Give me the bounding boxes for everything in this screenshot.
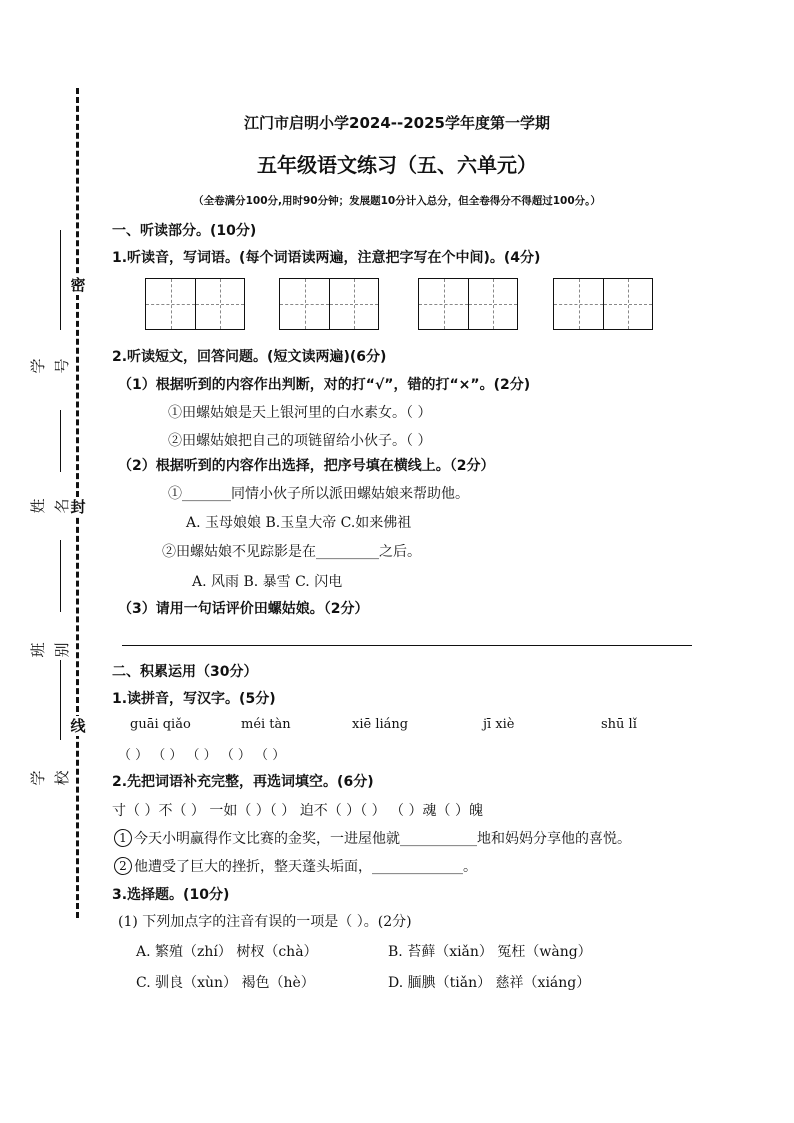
class-field[interactable] [29,540,71,660]
exam-title: 五年级语文练习（五、六单元） [257,153,537,177]
student-name-field[interactable] [29,410,71,520]
choice-item-1-options: A. 玉母娘娘 B.玉皇大帝 C.如来佛祖 [186,515,412,531]
student-number-label: 学号 [29,358,71,374]
writing-grid-3[interactable] [418,278,518,330]
part2-heading: 二、积累运用（30分） [112,664,258,680]
part2-q3: 3.选择题。(10分) [112,887,230,903]
school-line [60,660,61,740]
idiom-blanks[interactable]: 寸（ ）不（ ） 一如（ ）（ ） 迫不（ ）（ ） （ ）魂（ ）魄 [112,803,483,819]
school-field[interactable] [29,660,71,790]
fill-sentence-2[interactable] [114,856,477,876]
fill-sentence-1[interactable] [114,828,631,848]
option-b[interactable]: B. 苔藓（xiǎn） 冤枉（wàng） [388,944,592,960]
option-a[interactable]: A. 繁殖（zhí） 树杈（chà） [136,944,318,960]
part1-q2-2: （2）根据听到的内容作出选择，把序号填在横线上。（2分） [118,458,495,474]
pinyin-3: xiē liáng [352,717,409,732]
part1-q2: 2.听读短文，回答问题。(短文读两遍)(6分) [112,349,387,365]
pinyin-answer-brackets[interactable]: （ ） （ ） （ ） （ ） （ ） [118,748,286,763]
grid-cell[interactable] [280,279,329,329]
grid-cell[interactable] [195,279,244,329]
class-label: 班别 [29,642,71,658]
writing-grid-2[interactable] [279,278,379,330]
choice-item-2[interactable]: ②田螺姑娘不见踪影是在_________之后。 [162,544,421,560]
student-number-field[interactable] [29,230,71,390]
student-name-line [60,410,61,472]
class-line [60,540,61,612]
seal-char-xian: 线 [68,716,88,736]
pinyin-4: jī xiè [483,717,515,732]
circled-number-1: 1 [114,829,132,847]
writing-grid-4[interactable] [553,278,653,330]
grid-cell[interactable] [603,279,652,329]
writing-grid-1[interactable] [145,278,245,330]
grid-cell[interactable] [419,279,468,329]
exam-note: （全卷满分100分,用时90分钟；发展题10分计入总分，但全卷得分不得超过100分。） [193,195,601,207]
pinyin-1: guāi qiǎo [130,717,191,732]
grid-cell[interactable] [468,279,517,329]
pinyin-5: shū lǐ [601,717,637,732]
part2-q2: 2.先把词语补充完整，再选词填空。(6分) [112,774,374,790]
choice-item-1[interactable]: ①_______同情小伙子所以派田螺姑娘来帮助他。 [168,486,469,502]
student-number-line [60,230,61,330]
part1-q1: 1.听读音，写词语。(每个词语读两遍，注意把字写在个中间)。(4分) [112,250,541,266]
seal-char-mi: 密 [68,275,88,295]
part1-q2-1: （1）根据听到的内容作出判断，对的打“√”，错的打“×”。(2分) [118,377,531,393]
judge-item-2[interactable]: ②田螺姑娘把自己的项链留给小伙子。（ ） [168,433,432,449]
school-label: 学校 [29,770,71,786]
fill-sentence-2-text: 他遭受了巨大的挫折，整天蓬头垢面，_____________。 [134,859,477,875]
part2-q3-1: (1) 下列加点字的注音有误的一项是（ ）。(2分) [118,914,412,930]
pinyin-2: méi tàn [241,717,291,732]
seal-char-feng: 封 [68,497,88,517]
option-c[interactable]: C. 驯良（xùn） 褐色（hè） [136,975,315,991]
part1-q2-3: （3）请用一句话评价田螺姑娘。（2分） [118,601,369,617]
judge-item-1[interactable]: ①田螺姑娘是天上银河里的白水素女。（ ） [168,405,432,421]
part2-q1: 1.读拼音，写汉字。(5分) [112,691,276,707]
circled-number-2: 2 [114,857,132,875]
grid-cell[interactable] [554,279,603,329]
part1-heading: 一、听读部分。(10分) [112,223,257,239]
option-d[interactable]: D. 腼腆（tiǎn） 慈祥（xiáng） [388,975,591,991]
fill-sentence-1-text: 今天小明赢得作文比赛的金奖，一进屋他就___________地和妈妈分享他的喜悦。 [134,831,631,847]
grid-cell[interactable] [146,279,195,329]
student-name-label: 姓名 [29,498,71,514]
school-term-title: 江门市启明小学2024--2025学年度第一学期 [244,114,550,132]
choice-item-2-options: A. 风雨 B. 暴雪 C. 闪电 [192,574,343,590]
evaluation-answer-line[interactable] [122,645,692,646]
grid-cell[interactable] [329,279,378,329]
